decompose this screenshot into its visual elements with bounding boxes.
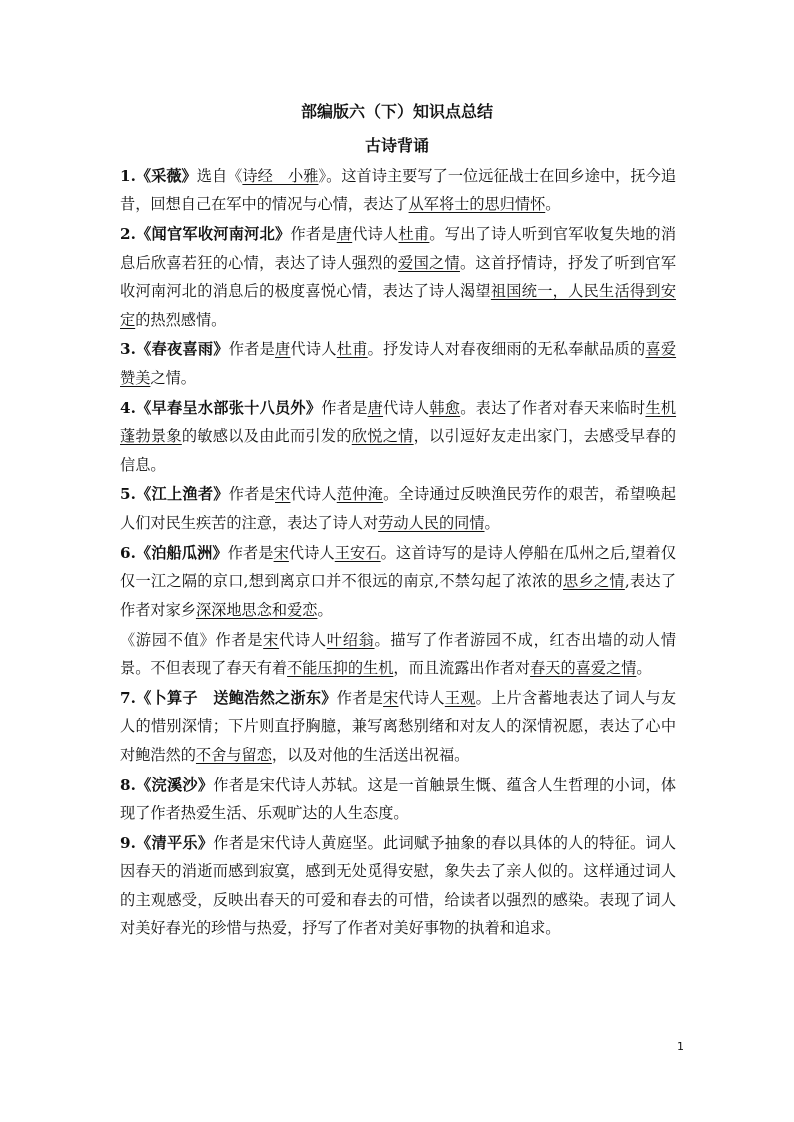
entry-text: 。描写了作者游园不成，红杏出墙的动人情景。不但表现了春天有着: [120, 630, 676, 677]
section-heading: 古诗背诵: [364, 136, 429, 155]
poem-title: 《卜算子 送鲍浩然之浙东》: [135, 688, 337, 707]
poem-entry: [120, 220, 676, 334]
entry-text: 代诗人: [290, 340, 337, 359]
underlined-keyword: 韩愈: [429, 398, 461, 417]
underlined-keyword: 王观: [444, 688, 476, 707]
poem-title: 6.: [120, 543, 136, 562]
poem-title: 7.: [120, 688, 136, 707]
poem-entry: [120, 684, 676, 769]
poem-entry: [120, 829, 676, 943]
entry-text: 。这首诗写的是诗人停船在瓜州之后,望着仅仅一江之隔的京口,想到离京口并不很远的南京,不禁勾起了浓浓的: [120, 543, 677, 591]
poem-title: 2.: [120, 225, 136, 244]
poem-title: 8.: [120, 775, 136, 794]
poem-title: 4.: [120, 398, 136, 417]
poem-title: 3.: [120, 340, 136, 359]
entry-text: 选自《: [196, 167, 243, 185]
underlined-keyword: 欣悦之情: [351, 427, 414, 446]
entry-text: 的敏感以及由此而引发的: [181, 427, 352, 446]
entry-text: 之情。: [150, 368, 196, 387]
entry-text: 作者是: [228, 485, 276, 504]
underlined-keyword: 从军将士的思归情怀: [408, 195, 546, 214]
entry-text: 作者是宋代诗人黄庭坚。此词赋予抽象的春以具体的人的特征。词人因春天的消逝而感到寂寞，感到无处觅得安慰，象失去了亲人似的。这样通过词人的主观感受，反映出春天的可爱和春去的可惜，给读者以强烈的感染。表现了词人对美好春光的珍惜与热爱，抒写了作者对美好事物的执着和追求。: [120, 833, 677, 938]
poem-entry: [120, 626, 676, 683]
underlined-keyword: 宋: [263, 630, 280, 649]
underlined-keyword: 宋: [383, 688, 399, 707]
poem-title: 9.: [120, 833, 136, 852]
document-title: 部编版六（下）知识点总结: [300, 102, 493, 121]
entry-text: ，以引逗好友走出家门，去感受早春的信息。: [120, 427, 677, 474]
entry-text: 。: [545, 195, 561, 214]
underlined-keyword: 诗经 小雅: [242, 167, 319, 185]
page-number: 1: [677, 1040, 684, 1053]
underlined-keyword: 宋: [273, 543, 289, 562]
entry-text: 。: [636, 658, 652, 677]
underlined-keyword: 不能压抑的生机: [287, 658, 394, 677]
poem-title: 《泊船瓜洲》: [135, 543, 228, 562]
entry-text: 作者是: [228, 340, 276, 359]
entry-text: 代诗人: [279, 630, 327, 649]
entry-text: 作者是: [227, 543, 274, 562]
poem-title: 《清平乐》: [135, 833, 214, 852]
entry-text: 的热烈感情。: [135, 310, 227, 329]
underlined-keyword: 唐: [336, 225, 353, 244]
underlined-keyword: 深深地思念和爱恋: [195, 600, 318, 619]
entry-text: 代诗人: [290, 485, 337, 504]
entry-text: 代诗人: [398, 688, 445, 707]
entry-text: ，以及对他的生活送出祝福。: [271, 745, 470, 764]
entry-text: 。表达了作者对春天来临时: [460, 398, 646, 417]
underlined-keyword: 爱国之情: [398, 253, 460, 272]
entry-text: 作者是宋代诗人苏轼。这是一首触景生慨、蕴含人生哲理的小词，体现了作者热爱生活、乐观旷达的人生态度。: [120, 775, 677, 822]
underlined-keyword: 杜甫: [398, 225, 430, 244]
entry-text: 。写出了诗人听到官军收复失地的消息后欣喜若狂的心情，表达了诗人强烈的: [120, 225, 677, 272]
underlined-keyword: 思乡之情: [562, 572, 625, 591]
poem-entry: [120, 539, 676, 624]
entry-text: 作者是: [336, 688, 384, 707]
poem-title: 《闻官军收河南河北》: [135, 225, 291, 244]
document-body: [120, 162, 676, 944]
entry-text: 。抒发诗人对春夜细雨的无私奉献品质的: [367, 340, 646, 359]
poem-entry: [120, 480, 676, 537]
poem-entry: [120, 771, 676, 828]
poem-title: 5.: [120, 485, 136, 504]
entry-text: 。全诗通过反映渔民劳作的艰苦，希望唤起人们对民生疾苦的注意，表达了诗人对: [120, 485, 677, 532]
poem-title: 《早春呈水部张十八员外》: [135, 398, 322, 417]
entry-text: 作者是: [290, 225, 337, 244]
poem-title: 《江上渔者》: [135, 485, 229, 504]
entry-text: 。: [484, 513, 500, 532]
entry-text: ，而且流露出作者对: [393, 658, 531, 677]
poem-title: 《春夜喜雨》: [135, 340, 229, 359]
underlined-keyword: 喜爱赞美: [120, 340, 677, 387]
poem-title: 《采薇》: [135, 167, 197, 185]
underlined-keyword: 祖国统一，人民生活得到安定: [120, 282, 677, 329]
poem-title: 1.: [120, 167, 136, 185]
entry-text: 作者是: [321, 398, 368, 417]
poem-entry: [120, 162, 676, 219]
underlined-keyword: 唐: [367, 398, 384, 417]
entry-text: 。: [317, 600, 333, 619]
underlined-keyword: 春天的喜爱之情: [530, 658, 637, 677]
entry-text: 。这首抒情诗，抒发了听到官军收河南河北的消息后的极度喜悦心情，表达了诗人渴望: [120, 253, 677, 301]
underlined-keyword: 叶绍翁: [326, 630, 375, 649]
entry-text: 代诗人: [383, 398, 430, 417]
underlined-keyword: 王安石: [334, 543, 381, 562]
underlined-keyword: 唐: [275, 340, 291, 359]
poem-entry: [120, 335, 676, 392]
poem-entry: [120, 394, 676, 479]
underlined-keyword: 宋: [275, 485, 291, 504]
entry-text: 》。这首诗主要写了一位远征战士在回乡途中，抚今追昔，回想自己在军中的情况与心情，表达了: [120, 167, 677, 214]
underlined-keyword: 杜甫: [336, 340, 368, 359]
entry-text: 代诗人: [288, 543, 335, 562]
underlined-keyword: 不舍与留恋: [195, 745, 272, 764]
entry-text: 《游园不值》作者是: [120, 630, 264, 649]
underlined-keyword: 劳动人民的同情: [378, 513, 485, 532]
entry-text: 。上片含蓄地表达了词人与友人的惜别深情；下片则直抒胸臆，兼写离愁别绪和对友人的深情祝愿，表达了心中对鲍浩然的: [120, 688, 677, 764]
underlined-keyword: 生机蓬勃景象: [120, 398, 677, 446]
poem-title: 《浣溪沙》: [135, 775, 214, 794]
entry-text: 代诗人: [352, 225, 399, 244]
entry-text: ,表达了作者对家乡: [120, 572, 677, 619]
underlined-keyword: 范仲淹: [336, 485, 384, 504]
